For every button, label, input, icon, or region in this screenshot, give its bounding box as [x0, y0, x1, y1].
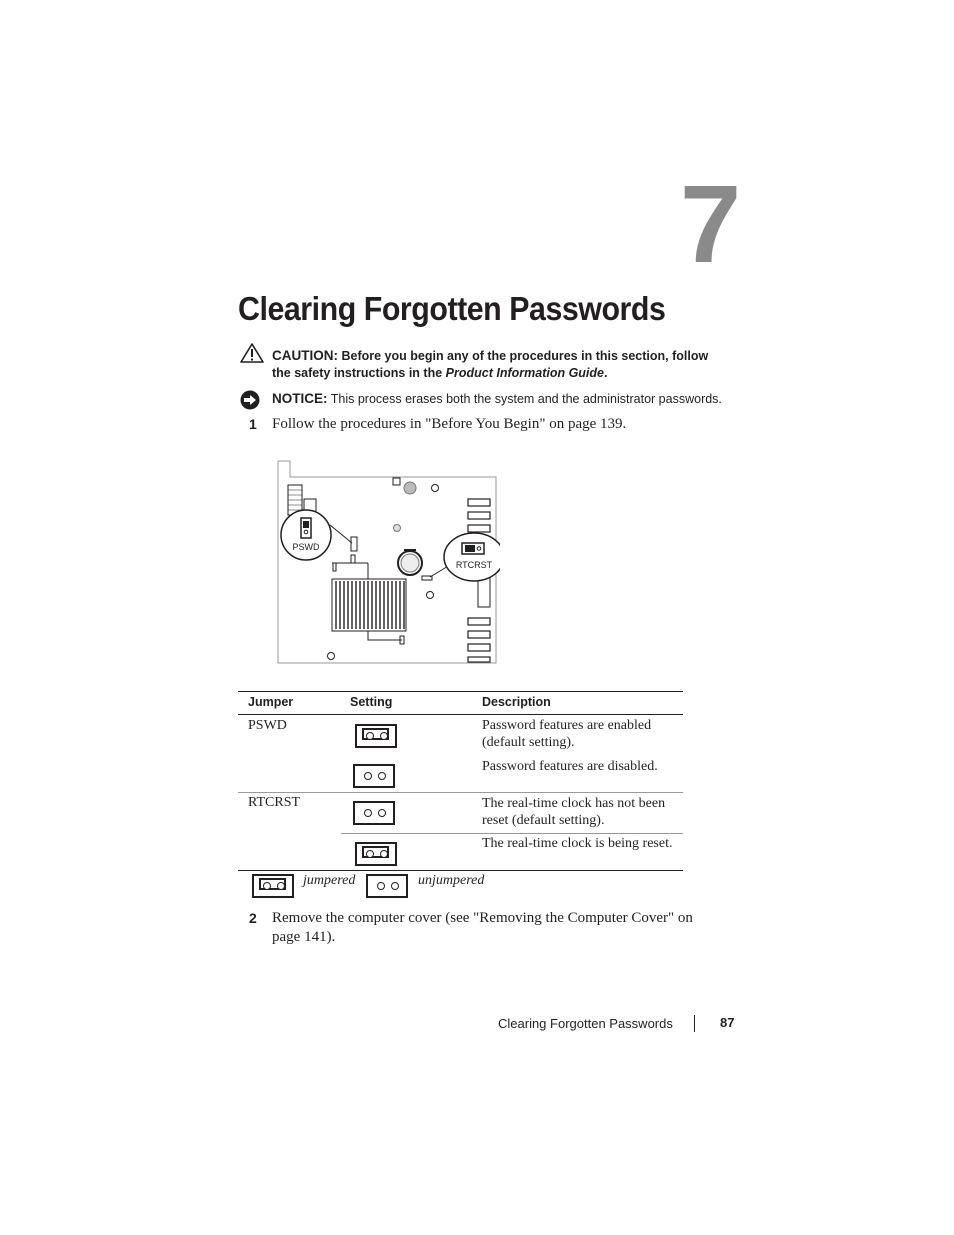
- page-number: 87: [720, 1015, 735, 1030]
- footer-title: Clearing Forgotten Passwords: [498, 1016, 673, 1031]
- jumper-setting-jumpered: [355, 724, 397, 748]
- jumper-setting-unjumpered: [353, 764, 395, 788]
- notice-note: [272, 390, 742, 408]
- table-header-jumper: Jumper: [248, 695, 294, 709]
- jumper-pin: [391, 882, 399, 890]
- table-top-rule: [238, 691, 683, 692]
- jumper-pin: [377, 882, 385, 890]
- table-row-rule: [238, 792, 683, 793]
- jumper-setting-unjumpered: [353, 801, 395, 825]
- jumper-pin: [378, 809, 386, 817]
- notice-arrow-icon: [240, 390, 260, 410]
- system-board-diagram: [270, 455, 500, 670]
- table-header-description: Description: [482, 695, 551, 709]
- caution-doc-name: Product Information Guide: [445, 366, 604, 380]
- notice-text: This process erases both the system and the administrator passwords.: [330, 392, 722, 406]
- table-cell-description: Password features are disabled.: [482, 759, 658, 774]
- table-cell-description: The real-time clock has not been reset (default setting).: [482, 796, 666, 828]
- step-text: Remove the computer cover (see "Removing the Computer Cover" on page 141).: [272, 910, 693, 945]
- caution-note: [272, 347, 722, 382]
- jumper-pin: [364, 809, 372, 817]
- table-cell-description: The real-time clock is being reset.: [482, 836, 673, 851]
- jumper-setting-jumpered: [355, 842, 397, 866]
- legend-jumpered-label: jumpered: [303, 873, 356, 888]
- table-cell-description: Password features are enabled (default setting).: [482, 718, 652, 750]
- step-number: 1: [249, 416, 257, 432]
- table-cell-jumper: RTCRST: [248, 795, 301, 810]
- jumper-pin: [366, 732, 374, 740]
- jumper-pin: [364, 772, 372, 780]
- table-header-setting: Setting: [350, 695, 393, 709]
- step-number: 2: [249, 910, 257, 926]
- caution-warning-icon: [240, 343, 264, 363]
- step-text: Follow the procedures in "Before You Begin" on page 139.: [272, 416, 627, 432]
- caution-text: Before you begin any of the procedures in this section, follow the safety instructions in the: [272, 349, 709, 380]
- jumper-pin: [277, 882, 285, 890]
- notice-label: NOTICE:: [272, 391, 328, 406]
- jumper-pin: [263, 882, 271, 890]
- legend-jumpered-symbol: [252, 874, 294, 898]
- jumper-pin: [380, 732, 388, 740]
- jumper-pin: [366, 850, 374, 858]
- table-bottom-rule: [238, 870, 683, 871]
- pswd-callout-label: PSWD: [292, 542, 320, 552]
- legend-unjumpered-symbol: [366, 874, 408, 898]
- caution-text-end: .: [604, 366, 608, 380]
- footer-separator: [694, 1015, 695, 1032]
- caution-label: CAUTION:: [272, 348, 338, 363]
- chapter-number: 7: [680, 163, 742, 286]
- table-cell-jumper: PSWD: [248, 718, 287, 733]
- legend-unjumpered-label: unjumpered: [418, 873, 485, 888]
- table-header-rule: [238, 714, 683, 715]
- table-row-rule: [341, 833, 683, 834]
- jumper-pin: [380, 850, 388, 858]
- jumper-pin: [378, 772, 386, 780]
- rtcrst-callout-label: RTCRST: [455, 560, 493, 570]
- page-title: Clearing Forgotten Passwords: [238, 290, 666, 327]
